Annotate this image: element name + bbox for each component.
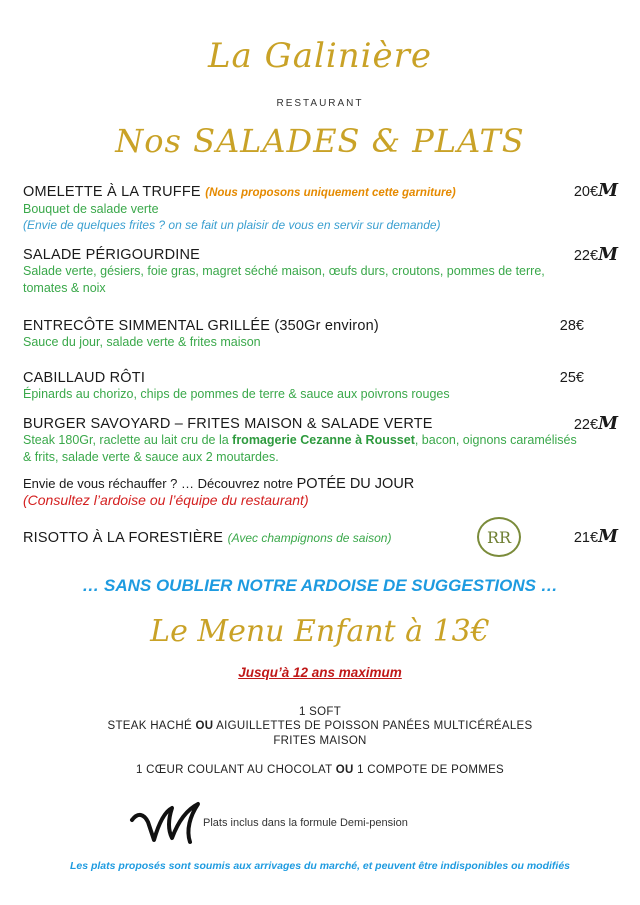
footer-note: Les plats proposés sont soumis aux arrivages du marché, et peuvent être indisponibles ou modifiés: [69, 860, 571, 872]
menu-item-entrecote: [23, 318, 623, 351]
menu-item-risotto: [23, 529, 623, 547]
item-description: Salade verte, gésiers, foie gras, magret séché maison, œufs durs, croutons, pommes de terre, tomates & noix: [23, 264, 545, 295]
item-description: Bouquet de salade verte: [23, 202, 159, 216]
item-note: (Nous proposons uniquement cette garniture): [205, 187, 456, 199]
item-price-salade: 22€M: [573, 244, 618, 265]
menu-item-cabillaud: [23, 370, 623, 403]
demi-pension-mark-icon: M: [598, 180, 618, 201]
item-name: OMELETTE À LA TRUFFE: [23, 184, 201, 200]
item-price-omelette: 20€M: [573, 180, 618, 201]
item-price-cabillaud: 25€: [559, 370, 584, 386]
item-name: CABILLAUD RÔTI: [23, 370, 146, 386]
menu-item-omelette: [23, 183, 623, 232]
item-name: RISOTTO À LA FORESTIÈRE: [23, 530, 224, 546]
potee-title: POTÉE DU JOUR: [296, 476, 415, 492]
kids-menu-age-limit: Jusqu’à 12 ans maximum: [238, 665, 402, 680]
demi-pension-mark-icon: M: [598, 244, 618, 265]
menu-item-burger: [23, 416, 623, 466]
item-description: Épinards au chorizo, chips de pommes de terre & sauce aux poivrons rouges: [23, 387, 450, 401]
item-price-entrecote: 28€: [559, 318, 584, 334]
demi-pension-mark-icon: M: [598, 526, 618, 547]
potee-note: (Consultez l’ardoise ou l’équipe du restaurant): [23, 492, 309, 508]
item-description: Steak 180Gr, raclette au lait cru de la fromagerie Cezanne à Rousset, bacon, oignons caramélisés & frits, salade verte & sauce aux 2 moutardes.: [23, 433, 577, 464]
kids-menu-line-3: FRITES MAISON: [273, 735, 367, 747]
item-description: Sauce du jour, salade verte & frites maison: [23, 335, 261, 349]
item-side-note: (Envie de quelques frites ? on se fait un plaisir de vous en servir sur demande): [23, 218, 441, 232]
demi-pension-logo-icon: [128, 800, 204, 846]
item-name: ENTRECÔTE SIMMENTAL GRILLÉE (350Gr environ): [23, 318, 379, 334]
item-price-burger: 22€M: [573, 413, 618, 434]
item-price-risotto: 21€M: [573, 526, 618, 547]
suggestions-banner: … SANS OUBLIER NOTRE ARDOISE DE SUGGESTIONS …: [82, 576, 558, 595]
brand-logo: La Galinière: [207, 36, 433, 76]
demi-pension-mark-icon: M: [598, 413, 618, 434]
item-name: SALADE PÉRIGOURDINE: [23, 247, 201, 263]
kids-menu-title: Le Menu Enfant à 13€: [150, 614, 490, 649]
demi-pension-legend: Plats inclus dans la formule Demi-pension: [203, 817, 408, 829]
potee-du-jour: Envie de vous réchauffer ? … Découvrez notre POTÉE DU JOUR (Consultez l’ardoise ou l’équipe du restaurant): [23, 476, 623, 508]
menu-item-salade-perigourdine: [23, 247, 623, 297]
brand-subtitle: RESTAURANT: [276, 98, 364, 109]
item-name: BURGER SAVOYARD – FRITES MAISON & SALADE VERTE: [23, 416, 433, 432]
kids-menu-line-1: 1 SOFT: [298, 706, 342, 718]
section-title: Nos SALADES & PLATS: [115, 122, 525, 160]
item-note: (Avec champignons de saison): [227, 531, 392, 545]
kids-menu-line-4: 1 CŒUR COULANT AU CHOCOLAT OU 1 COMPOTE DE POMMES: [135, 764, 505, 776]
fromagerie-name: fromagerie Cezanne à Rousset: [232, 433, 415, 447]
rr-badge-icon: RR: [477, 517, 521, 557]
kids-menu-line-2: STEAK HACHÉ OU AIGUILLETTES DE POISSON PANÉES MULTICÉRÉALES: [107, 720, 533, 732]
